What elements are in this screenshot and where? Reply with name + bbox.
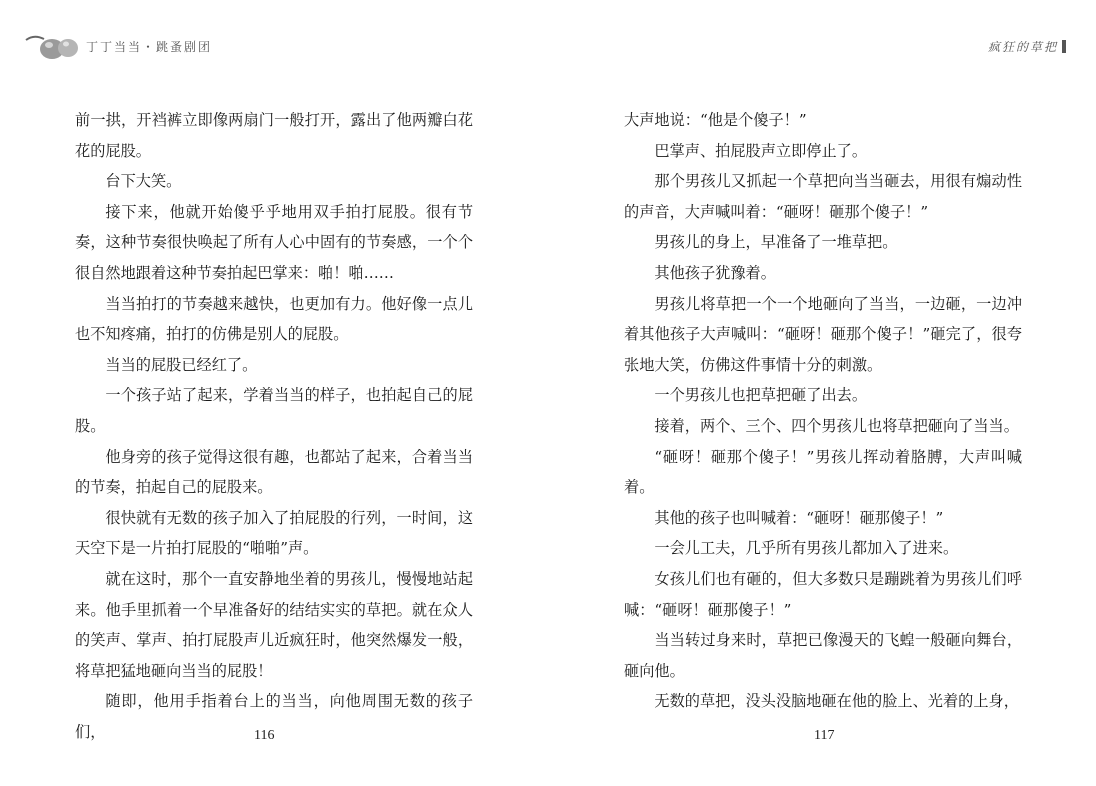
- paragraph: 其他的孩子也叫喊着：“砸呀！砸那傻子！”: [654, 508, 944, 527]
- paragraph: 就在这时，那个一直安静地坐着的男孩儿，慢慢地站起来。他手里抓着一个早准备好的结结实实的草把。就在众人的笑声、掌声、拍打屁股声儿近疯狂时，他突然爆发一般，将草把猛地砸向当当的屁股！: [75, 569, 473, 680]
- right-page-body: [624, 105, 1022, 717]
- right-page-number: 117: [814, 728, 835, 743]
- header-bar-icon: [1062, 40, 1066, 53]
- paragraph: 接下来，他就开始傻乎乎地用双手拍打屁股。很有节奏，这种节奏很快唤起了所有人心中固有的节奏感，一个个很自然地跟着这种节奏拍起巴掌来：啪！啪……: [75, 202, 473, 282]
- paragraph: 男孩儿的身上，早准备了一堆草把。: [654, 233, 898, 252]
- book-title: 疯狂的草把: [987, 40, 1058, 54]
- gourd-logo-icon: [24, 30, 80, 62]
- series-title: 丁丁当当・跳蚤剧团: [86, 39, 213, 54]
- paragraph: “砸呀！砸那个傻子！”男孩儿挥动着胳膊，大声叫喊着。: [624, 447, 1022, 497]
- paragraph: 巴掌声、拍屁股声立即停止了。: [654, 141, 868, 160]
- paragraph: 前一拱，开裆裤立即像两扇门一般打开，露出了他两瓣白花花的屁股。: [75, 111, 473, 160]
- paragraph: 很快就有无数的孩子加入了拍屁股的行列，一时间，这天空下是一片拍打屁股的“啪啪”声。: [75, 508, 473, 558]
- paragraph: 一个孩子站了起来，学着当当的样子，也拍起自己的屁股。: [75, 386, 473, 435]
- paragraph: 一会儿工夫，几乎所有男孩儿都加入了进来。: [654, 539, 959, 558]
- paragraph: 当当转过身来时，草把已像漫天的飞蝗一般砸向舞台，砸向他。: [624, 631, 1022, 680]
- paragraph: 一个男孩儿也把草把砸了出去。: [654, 386, 868, 405]
- paragraph: 随即，他用手指着台上的当当，向他周围无数的孩子们，: [75, 692, 473, 741]
- paragraph: 那个男孩儿又抓起一个草把向当当砸去，用很有煽动性的声音，大声喊叫着：“砸呀！砸那个傻子！”: [624, 172, 1022, 221]
- paragraph: 女孩儿们也有砸的，但大多数只是蹦跳着为男孩儿们呼喊：“砸呀！砸那傻子！”: [624, 569, 1022, 619]
- paragraph: 接着，两个、三个、四个男孩儿也将草把砸向了当当。: [654, 416, 1019, 435]
- paragraph: 当当拍打的节奏越来越快，也更加有力。他好像一点儿也不知疼痛，拍打的仿佛是别人的屁股。: [75, 294, 473, 344]
- left-page-body: [75, 105, 473, 747]
- left-page-number: 116: [254, 728, 275, 743]
- paragraph: 他身旁的孩子觉得这很有趣，也都站了起来，合着当当的节奏，拍起自己的屁股来。: [75, 447, 473, 497]
- paragraph: 男孩儿将草把一个一个地砸向了当当，一边砸，一边冲着其他孩子大声喊叫：“砸呀！砸那个傻子！”砸完了，很夸张地大笑，仿佛这件事情十分的刺激。: [624, 294, 1022, 374]
- paragraph: 当当的屁股已经红了。: [105, 355, 258, 374]
- running-header-right: [988, 38, 1066, 55]
- paragraph: 台下大笑。: [105, 172, 182, 191]
- running-header-left: [24, 30, 212, 62]
- paragraph: 其他孩子犹豫着。: [654, 263, 776, 282]
- paragraph: 大声地说：“他是个傻子！”: [624, 111, 807, 129]
- paragraph: 无数的草把，没头没脑地砸在他的脸上、光着的上身，: [654, 692, 1019, 711]
